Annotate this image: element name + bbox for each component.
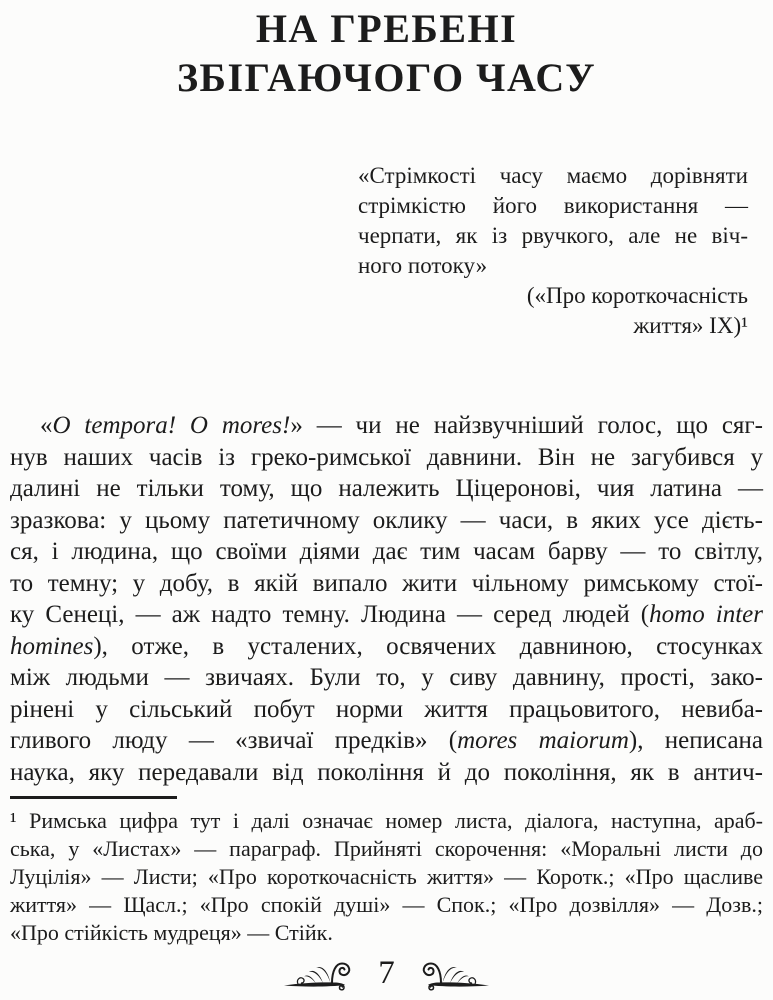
body-text-line: homines), отже, в усталених, освячених давниною, стосунках <box>10 632 763 660</box>
epigraph-quote-line: ного потоку» <box>358 253 488 278</box>
body-text-line: то темну; у добу, в якій випало жити чільному римському стої- <box>10 569 763 597</box>
body-text-line: рінені у сільський побут норми життя працьовитого, невиба- <box>10 695 763 723</box>
epigraph-quote-line: «Стрімкості часу маємо дорівняти <box>358 163 748 188</box>
chapter-title-line-1: НА ГРЕБЕНІ <box>255 6 518 51</box>
body-text-line: ся, і людина, що своїми діями дає тим часам барву — то світлу, <box>10 538 763 565</box>
body-text-line: гливого люду — «звичаї предків» (mores maiorum), неписана <box>10 727 764 754</box>
body-text-line: зразкова: у цьому патетичному оклику — часи, в яких усе дієть- <box>10 506 763 534</box>
flourish-right-icon <box>419 960 489 991</box>
footnote-line: «Про стійкість мудреця» — Стійк. <box>10 920 333 945</box>
footnote-line: Луцілія» — Листи; «Про короткочасність життя» — Коротк.; «Про щасливе <box>10 864 763 889</box>
footnote <box>10 796 763 947</box>
body-text-line: наука, яку передавали від покоління й до покоління, як в антич- <box>10 758 763 786</box>
body-text-line: нув наших часів із греко-римської давнини. Він не загубився у <box>10 443 763 471</box>
chapter-title-line-2: ЗБІГАЮЧОГО ЧАСУ <box>176 55 597 100</box>
body-text-line: ку Сенеці, — аж надто темну. Людина — серед людей (homo inter <box>10 601 763 628</box>
chapter-title <box>0 4 773 102</box>
footnote-line: ¹ Римська цифра тут і далі означає номер листа, діалога, наступна, араб- <box>10 808 763 833</box>
body-text <box>10 410 763 788</box>
epigraph <box>358 161 748 341</box>
footnote-rule <box>10 796 177 799</box>
body-text-line: далині не тільки тому, що належить Ціцеронові, чия латина — <box>10 475 763 502</box>
epigraph-attribution-line: («Про короткочасність <box>526 283 748 308</box>
body-text-line: «O tempora! O mores!» — чи не найзвучніший голос, що сяг- <box>40 412 764 439</box>
epigraph-attribution-line: життя» IX)¹ <box>633 313 748 338</box>
footnote-line: життя» — Щасл.; «Про спокій душі» — Спок.; «Про дозвілля» — Дозв.; <box>10 892 763 917</box>
page-number: 7 <box>378 955 395 991</box>
epigraph-quote-line: стрімкістю його використання — <box>358 193 748 218</box>
page-footer <box>0 953 773 991</box>
body-text-line: між людьми — звичаях. Були то, у сиву давнину, прості, зако- <box>10 664 763 691</box>
flourish-left-icon <box>284 960 354 991</box>
footnote-line: ська, у «Листах» — параграф. Прийняті скорочення: «Моральні листи до <box>10 836 763 861</box>
epigraph-quote-line: черпати, як із рвучкого, але не віч- <box>358 223 748 248</box>
